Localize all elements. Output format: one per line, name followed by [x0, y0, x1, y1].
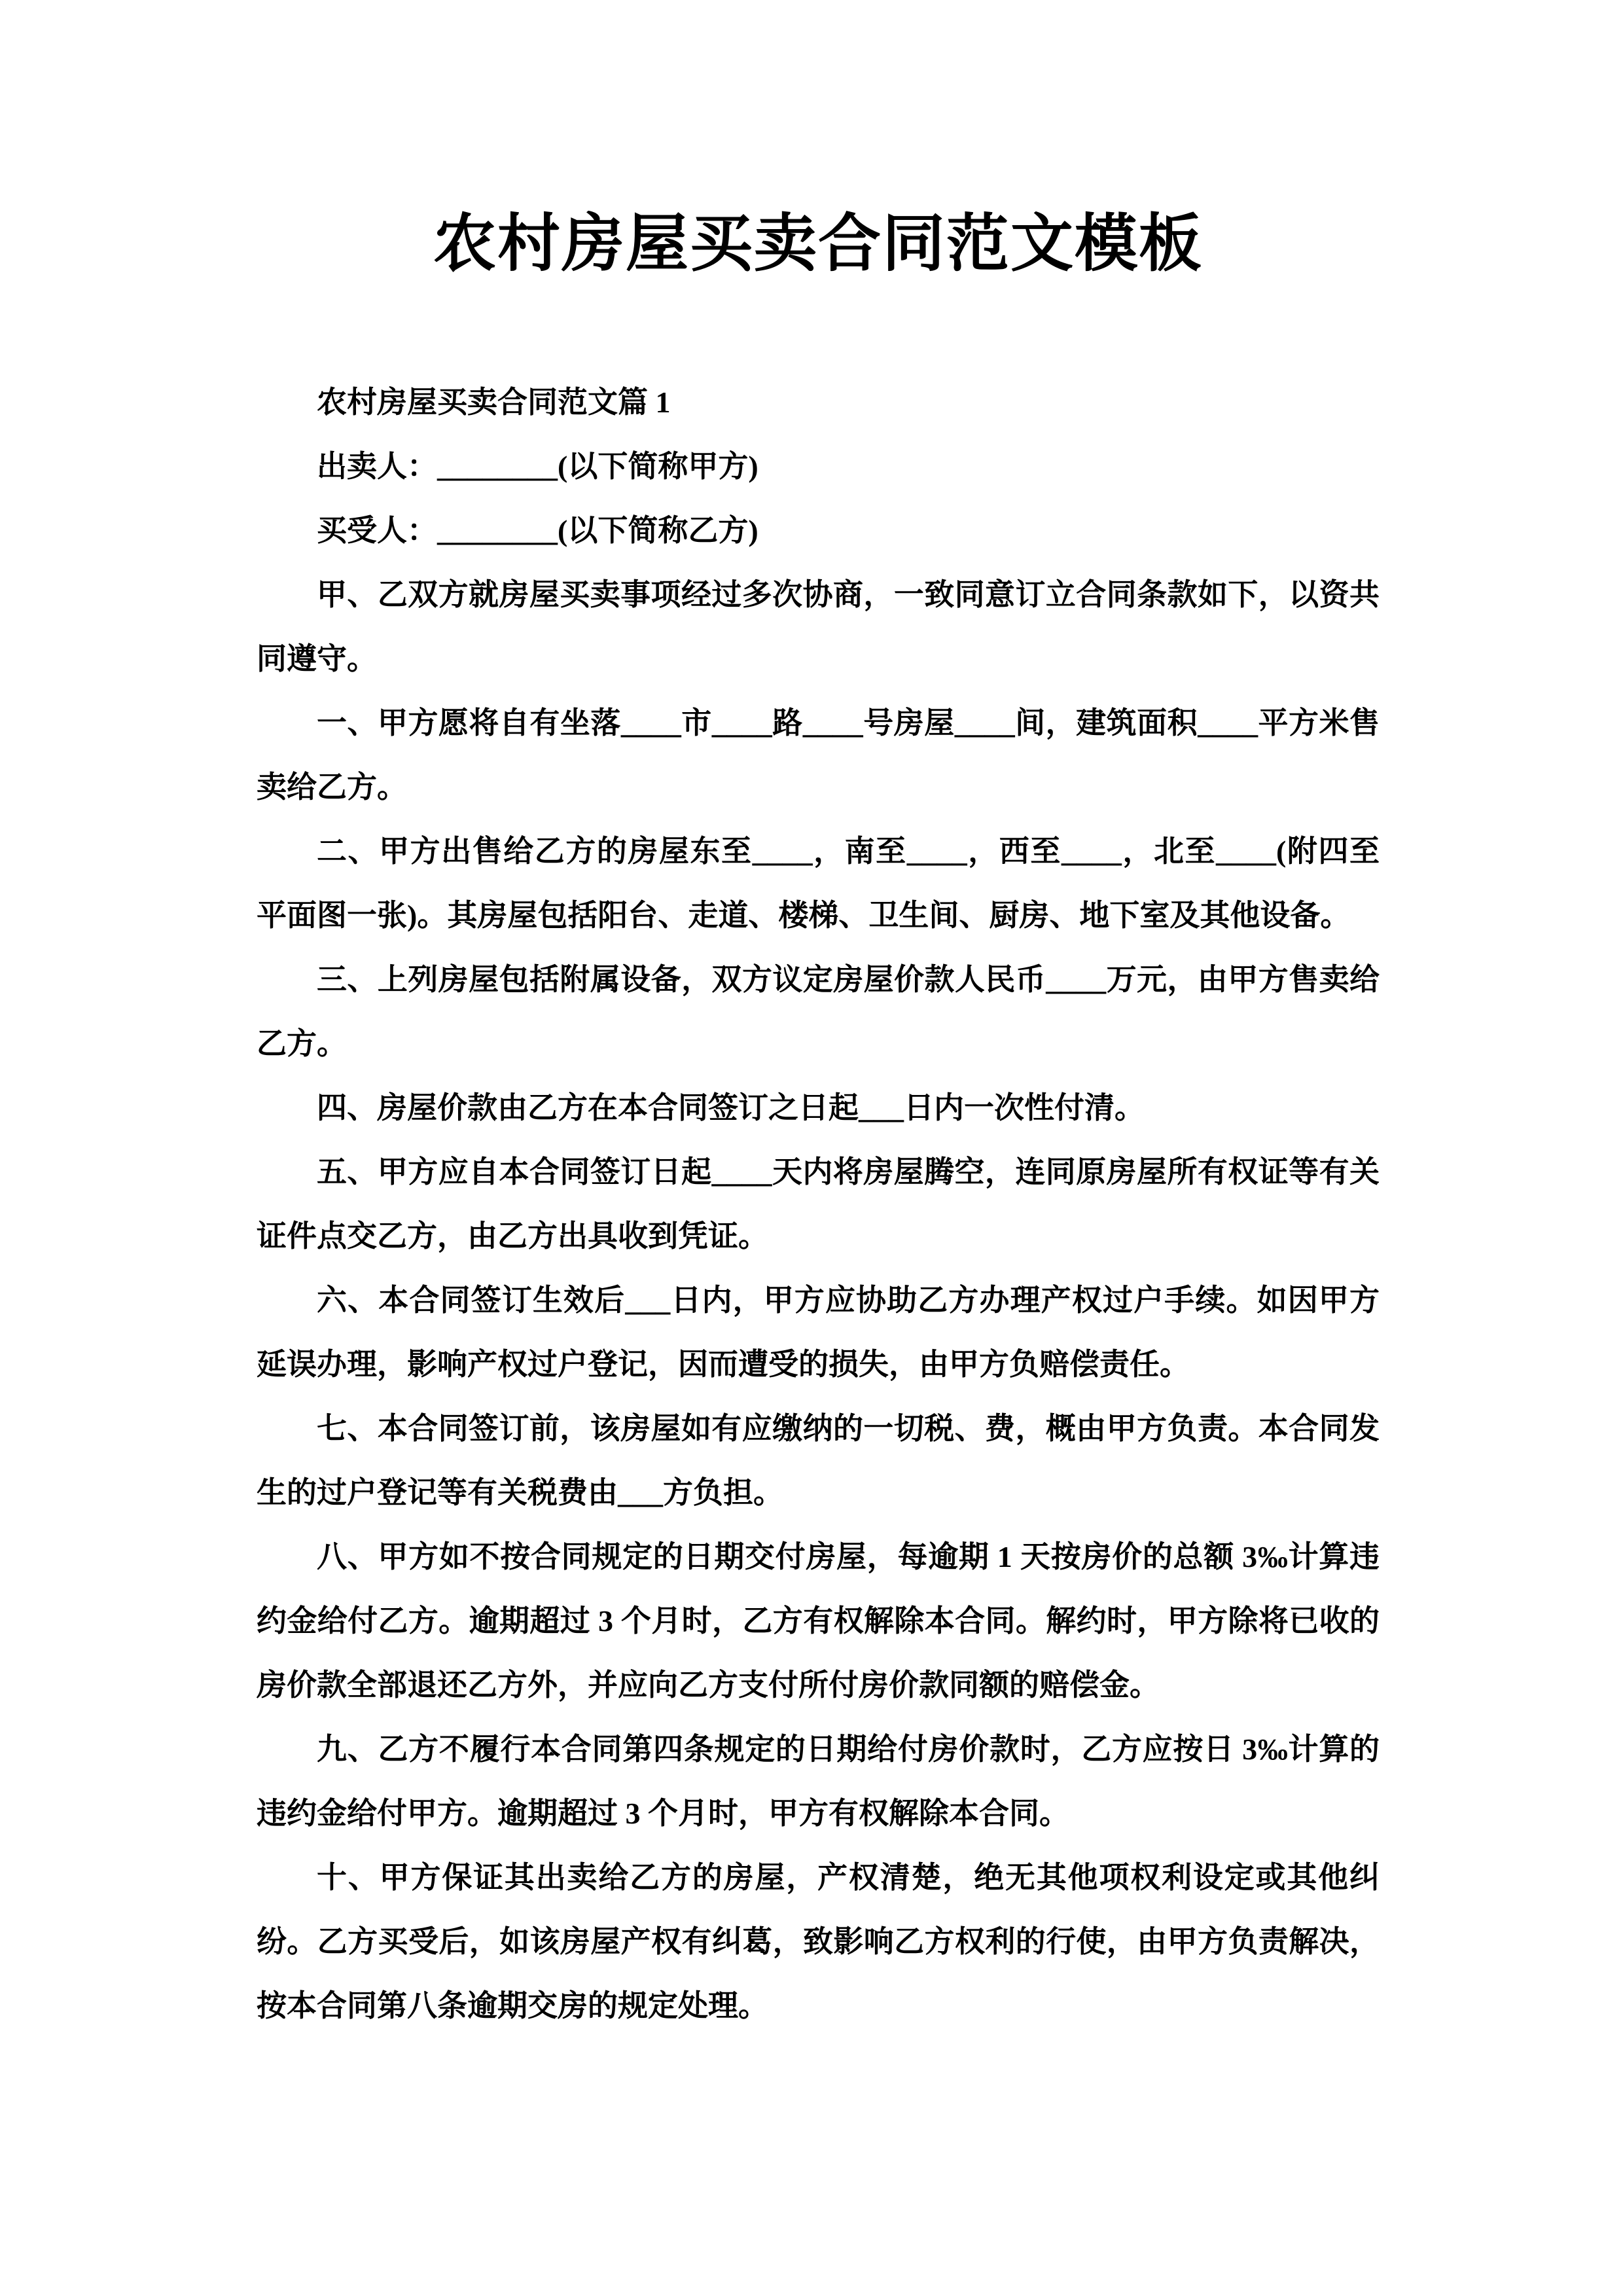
paragraph-clause-2: 二、甲方出售给乙方的房屋东至____，南至____，西至____，北至____(附四至平面图一张)。其房屋包括阳台、走道、楼梯、卫生间、厨房、地下室及其他设备。: [257, 834, 1380, 933]
paragraph-buyer-line: 买受人：________(以下简称乙方): [317, 514, 758, 548]
paragraph-seller-line: 出卖人：________(以下简称甲方): [317, 450, 758, 484]
paragraph-clause-5: 五、甲方应自本合同签订日起____天内将房屋腾空，连同原房屋所有权证等有关证件点交乙方，由乙方出具收到凭证。: [257, 1155, 1380, 1253]
paragraph-preamble: 甲、乙双方就房屋买卖事项经过多次协商，一致同意订立合同条款如下，以资共同遵守。: [257, 578, 1380, 676]
paragraph-clause-9: 九、乙方不履行本合同第四条规定的日期给付房价款时，乙方应按日 3‰计算的违约金给付甲方。逾期超过 3 个月时，甲方有权解除本合同。: [257, 1732, 1380, 1831]
paragraph-clause-8: 八、甲方如不按合同规定的日期交付房屋，每逾期 1 天按房价的总额 3‰计算违约金给付乙方。逾期超过 3 个月时，乙方有权解除本合同。解约时，甲方除将已收的房价款全部退还乙方外，并应向乙方支付所付房价款同额的赔偿金。: [257, 1540, 1380, 1702]
document-body: [257, 370, 1380, 2038]
paragraph-section-label: 农村房屋买卖合同范文篇 1: [317, 386, 671, 420]
paragraph-clause-4: 四、房屋价款由乙方在本合同签订之日起___日内一次性付清。: [317, 1091, 1145, 1125]
paragraph-clause-1: 一、甲方愿将自有坐落____市____路____号房屋____间，建筑面积____平方米售卖给乙方。: [257, 706, 1380, 804]
paragraph-clause-3: 三、上列房屋包括附属设备，双方议定房屋价款人民币____万元，由甲方售卖给乙方。: [257, 963, 1380, 1061]
document-title: 农村房屋买卖合同范文模板: [433, 209, 1203, 279]
document-content: [257, 208, 1380, 2038]
paragraph-clause-10: 十、甲方保证其出卖给乙方的房屋，产权清楚，绝无其他项权利设定或其他纠纷。乙方买受后，如该房屋产权有纠葛，致影响乙方权利的行使，由甲方负责解决，按本合同第八条逾期交房的规定处理。: [257, 1861, 1380, 2023]
paragraph-clause-6: 六、本合同签订生效后___日内，甲方应协助乙方办理产权过户手续。如因甲方延误办理，影响产权过户登记，因而遭受的损失，由甲方负赔偿责任。: [257, 1283, 1380, 1382]
paragraph-clause-7: 七、本合同签订前，该房屋如有应缴纳的一切税、费，概由甲方负责。本合同发生的过户登记等有关税费由___方负担。: [257, 1412, 1380, 1510]
